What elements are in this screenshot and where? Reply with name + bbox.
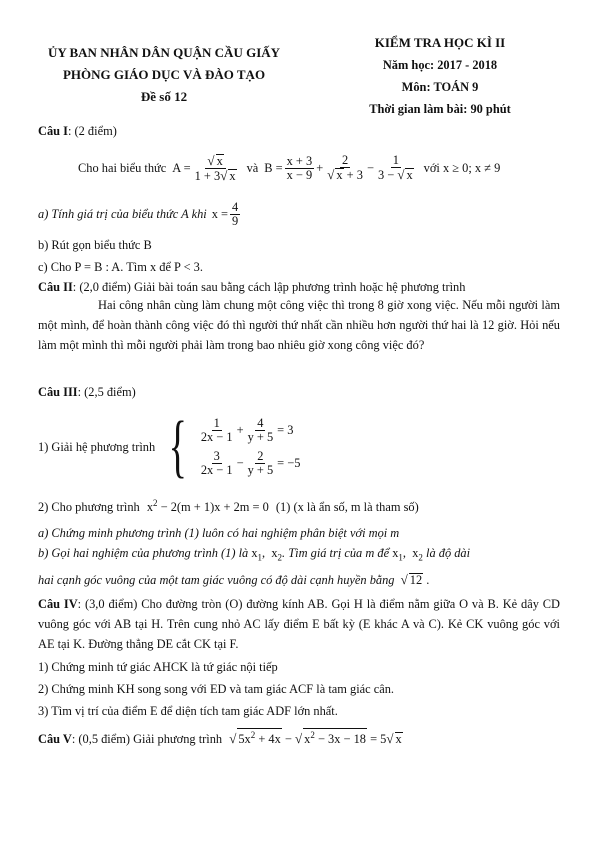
q5 (38, 728, 403, 747)
exam-number: Đề số 12 (140, 89, 188, 104)
q3-part2b-d: hai cạnh góc vuông của một tam giác vuông có độ dài cạnh huyền bằng (38, 573, 395, 587)
q5-equation: √ $5x^2 + 4x$ − √ $x^2 - 3x - 18 = 5√$ x (229, 730, 402, 747)
subject: Môn: TOÁN 9 (401, 80, 479, 94)
q4-part2: 2) Chứng minh KH song song với ED và tam giác ACF là tam giác cân. (38, 682, 395, 696)
q3-part2 (38, 498, 419, 515)
x-value-fraction: $\frac{4}{9}$ (232, 199, 239, 228)
q1-heading (38, 124, 117, 139)
q5-label: Câu V (38, 732, 72, 747)
q4-text: : (3,0 điểm) Cho đường tròn (O) đường kính AB. Gọi H là điểm nằm giữa O và B. Kẻ dây CD vuông góc với AB tại H. Trên cung nhỏ AC lấy điểm E bất kỳ (E khác A và C). Kẻ CK vuông góc với AE tại K. Đường thẳng DE cắt CK tại F. (38, 597, 560, 651)
equation-2: $\frac{3}{2x - 1}$ − $\frac{2}{y + 5}$ = −5 (200, 449, 301, 477)
and-word: và (246, 160, 259, 175)
q4 (38, 594, 560, 654)
q2 (38, 280, 560, 355)
q2-points: : (2,0 điểm) Giải bài toán sau bằng cách lập phương trình hoặc hệ phương trình (72, 280, 466, 294)
q4-part1: 1) Chứng minh tứ giác AHCK là tứ giác nội tiếp (38, 660, 278, 674)
x-eq: x = (211, 206, 229, 221)
q3-part2b-c: là độ dài (426, 546, 471, 560)
q5-text: : (0,5 điểm) Giải phương trình (71, 732, 223, 747)
q4-part3: 3) Tìm vị trí của điểm E để diện tích tam giác ADF lớn nhất. (38, 704, 338, 718)
q2-text: Hai công nhân cùng làm chung một công việc thì trong 8 giờ xong việc. Nếu mỗi người làm một mình, để hoàn thành công việc đó thì người thứ nhất cần nhiều hơn người thứ hai là 12 giờ. Hỏi nếu làm một mình thì mỗi người phải làm trong bao nhiêu giờ xong công việc đó? (38, 298, 560, 352)
quadratic-equation: $x^2 - 2(m + 1)x + 2m = 0$ (146, 498, 269, 515)
q1-label: Câu I (38, 124, 68, 138)
q3-part2b-a: b) Gọi hai nghiệm của phương trình (1) là (38, 546, 249, 560)
q1-points: : (2 điểm) (67, 124, 117, 138)
expr-a-lhs: A = (172, 160, 191, 175)
header-right (340, 32, 540, 120)
time-limit: Thời gian làm bài: 90 phút (369, 102, 511, 116)
q3-label: Câu III (38, 385, 78, 399)
q3-part2b-line1: b) Gọi hai nghiệm của phương trình (1) là $x_1$, $x_2$. Tìm giá trị của m để $x_1$, $x_2$ là độ dài (38, 546, 471, 563)
expr-b-term1: $\frac{x + 3}{x - 9}$ (286, 153, 313, 182)
q3-part2-post: (1) (x là ẩn số, m là tham số) (275, 500, 419, 515)
q3-heading (38, 385, 136, 400)
q3-part2b-b: . Tìm giá trị của m để (282, 546, 390, 560)
q3-part2b-line2: hai cạnh góc vuông của một tam giác vuông có độ dài cạnh huyền bằng √ 12 . (38, 572, 430, 587)
q1-part-b: b) Rút gọn biểu thức B (38, 238, 152, 252)
q3-part1 (38, 405, 300, 489)
exam-title: KIỂM TRA HỌC KÌ II (374, 35, 506, 50)
condition: với x ≥ 0; x ≠ 9 (423, 160, 501, 175)
authority-name: ỦY BAN NHÂN DÂN QUẬN CẦU GIẤY (47, 45, 281, 60)
expr-a-fraction: $\frac{√ x}{1 + 3√ x}$ (194, 152, 236, 183)
q3-points: : (2,5 điểm) (77, 385, 136, 399)
department-name: PHÒNG GIÁO DỤC VÀ ĐÀO TẠO (62, 67, 266, 82)
q4-label: Câu IV (38, 597, 78, 611)
school-year: Năm học: 2017 - 2018 (382, 58, 498, 72)
q1-expressions: Cho hai biểu thức A = $\frac{√ x}{1 + 3√ x}$ và B = $\frac{x + 3}{x - 9}$ + $\frac{2}{√ x + 3}$ − $\frac{1}{3 - √ x}$ với x ≥ 0; x ≠ 9 (78, 152, 501, 183)
equation-1: $\frac{1}{2x - 1}$ + $\frac{4}{y + 5}$ = 3 (200, 416, 294, 444)
system-brace: { (168, 408, 188, 485)
expr-b-term3: $\frac{1}{3 - √ x}$ (377, 153, 413, 182)
q1-part-a (38, 196, 242, 232)
q3-part2-pre: 2) Cho phương trình (38, 500, 140, 515)
equation-system (197, 417, 301, 477)
q2-label: Câu II (38, 280, 73, 294)
q1-part-c: c) Cho P = B : A. Tìm x để P < 3. (38, 260, 203, 274)
q3-part1-text: 1) Giải hệ phương trình (38, 439, 156, 454)
q1-part-a-text: a) Tính giá trị của biểu thức A khi (38, 206, 207, 221)
q1-intro: Cho hai biểu thức (78, 160, 167, 175)
q3-part2a: a) Chứng minh phương trình (1) luôn có hai nghiệm phân biệt với mọi m (38, 526, 400, 540)
header-left (18, 42, 310, 108)
expr-b-term2: $\frac{2}{√ x + 3}$ (327, 153, 363, 182)
expr-b-lhs: B = (264, 160, 283, 175)
